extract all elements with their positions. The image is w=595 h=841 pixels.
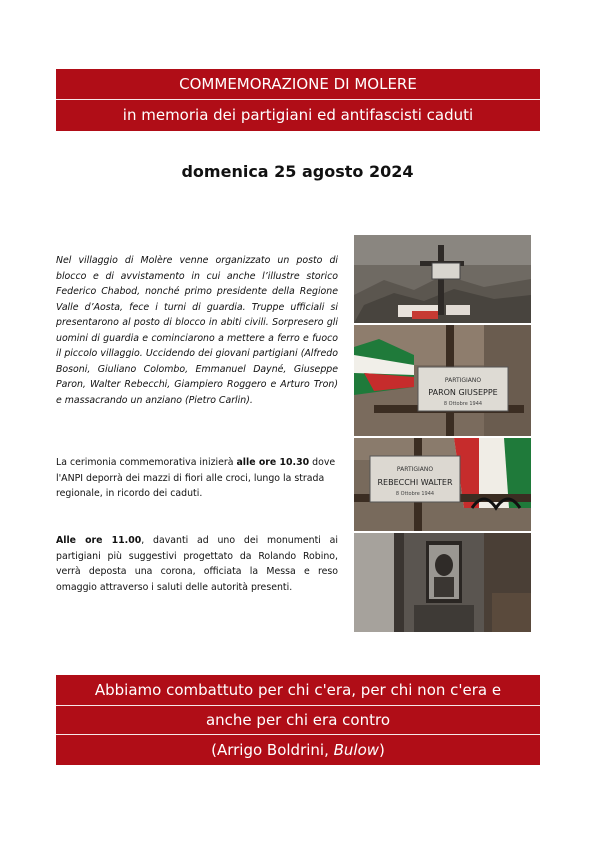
quote-divider-1 bbox=[56, 705, 540, 706]
quote-line-1: Abbiamo combattuto per chi c'era, per chi non c'era e bbox=[94, 681, 502, 699]
page-subtitle: in memoria dei partigiani ed antifascisti caduti bbox=[122, 106, 474, 124]
mass-text: , davanti ad uno dei monumenti ai partigiani più suggestivi progettato da Rolando Robino, verrà deposta una corona, officiata la Messa e reso omaggio attraverso i saluti delle autorità presenti. bbox=[56, 535, 338, 593]
history-paragraph: Nel villaggio di Molère venne organizzato un posto di blocco e di avvistamento in cui anche l’illustre storico Federico Chabod, nonché primo presidente della Regione Valle d’Aosta, fece i turni di guardia. Truppe ufficiali si presentarono al posto di blocco in abiti civili. Sorpresero gli uomini di guardia e cominciarono a mettere a ferro e fuoco il piccolo villaggio. Uccidendo dei giovani partigiani (Alfredo Bosoni, Giuliano Colombo, Emmanuel Dayné, Giuseppe Paron, Walter Rebecchi, Giampiero Roggero e Arturo Tron) e massacrando un anziano (Pietro Carlin). bbox=[56, 255, 338, 406]
plaque1-line1: PARTIGIANO bbox=[444, 377, 482, 384]
plaque2-line1: PARTIGIANO bbox=[396, 466, 434, 473]
banner-divider bbox=[56, 99, 540, 100]
quote-divider-2 bbox=[56, 734, 540, 735]
portrait-memorial-photo bbox=[354, 533, 531, 632]
quote-line-2: anche per chi era contro bbox=[205, 711, 390, 729]
event-date: domenica 25 agosto 2024 bbox=[181, 162, 414, 181]
ceremony-text-before: La cerimonia commemorativa inizierà bbox=[56, 457, 237, 468]
memorial-cross-photo bbox=[354, 235, 531, 323]
quote-attribution bbox=[56, 735, 540, 765]
mass-paragraph bbox=[56, 533, 338, 595]
quote-banner bbox=[56, 675, 540, 765]
attribution-prefix: (Arrigo Boldrini, bbox=[211, 741, 334, 759]
plaque1-line2: PARON GIUSEPPE bbox=[428, 388, 498, 397]
attribution-suffix: ) bbox=[379, 741, 385, 759]
rebecchi-cross-photo bbox=[354, 438, 531, 531]
mass-time: Alle ore 11.00 bbox=[56, 535, 142, 546]
header-banner bbox=[56, 69, 540, 131]
ceremony-paragraph bbox=[56, 455, 338, 502]
page-title: COMMEMORAZIONE DI MOLERE bbox=[179, 75, 417, 93]
plaque2-line3: 8 Ottobre 1944 bbox=[395, 491, 435, 497]
attribution-name: Bulow bbox=[333, 741, 380, 759]
ceremony-text-after: dove l'ANPI deporrà dei mazzi di fiori alle croci, lungo la strada regionale, in ricordo dei caduti. bbox=[56, 457, 336, 499]
paron-cross-photo bbox=[354, 325, 531, 436]
ceremony-time: alle ore 10.30 bbox=[236, 457, 310, 468]
plaque1-line3: 8 Ottobre 1944 bbox=[443, 401, 483, 407]
plaque2-line2: REBECCHI WALTER bbox=[377, 478, 453, 487]
